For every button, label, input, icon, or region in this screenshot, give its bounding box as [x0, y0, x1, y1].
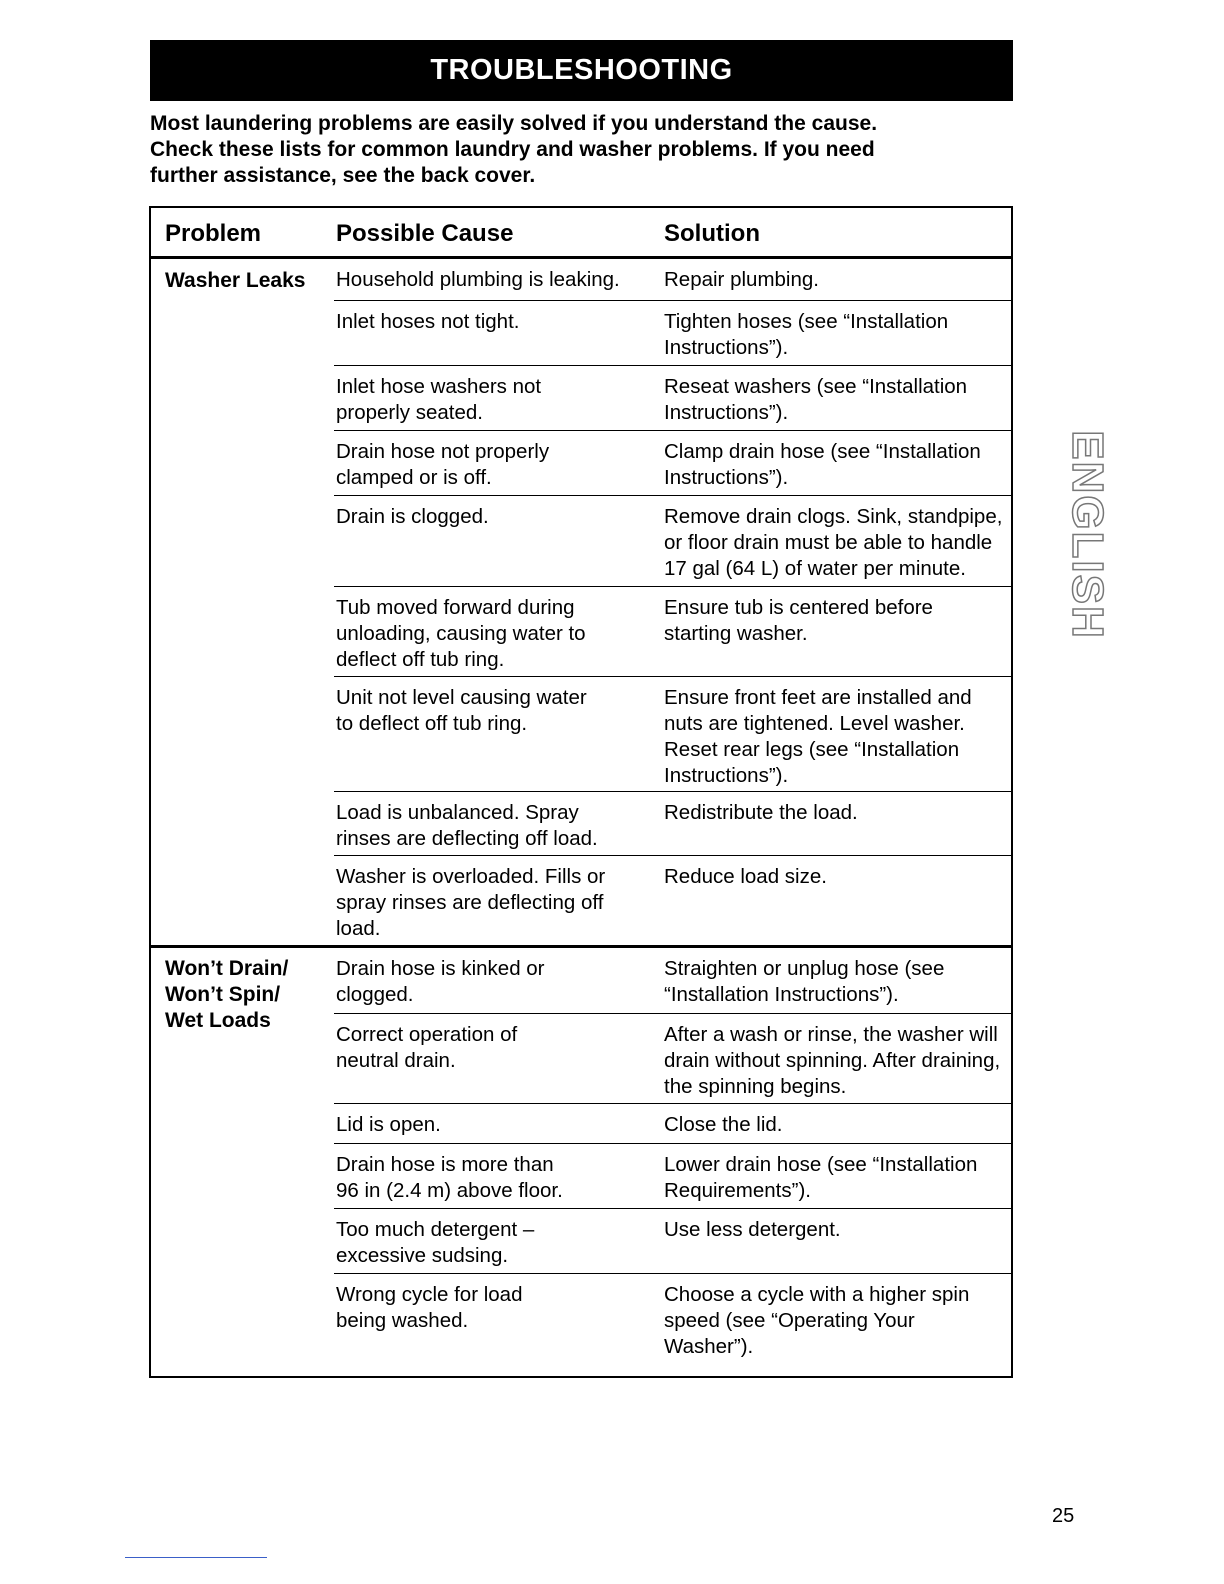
cause-cell: Drain hose not properly clamped or is off. — [336, 440, 550, 489]
problem-group-wont-drain — [151, 945, 1011, 1376]
table-row — [334, 948, 1011, 1014]
table-row — [334, 856, 1011, 945]
solution-cell: Lower drain hose (see “Installation Requirements”). — [664, 1153, 978, 1202]
table-row — [334, 259, 1011, 301]
page-number: 25 — [1052, 1505, 1075, 1527]
table-row — [334, 1104, 1011, 1144]
solution-cell: Reduce load size. — [664, 865, 827, 888]
table-row — [334, 1274, 1011, 1374]
cause-cell: Wrong cycle for load being washed. — [336, 1283, 523, 1332]
footer-rule — [125, 1557, 267, 1558]
page-title-banner — [150, 40, 1013, 101]
header-solution: Solution — [664, 220, 760, 247]
troubleshooting-table — [149, 206, 1013, 1378]
intro-line: Most laundering problems are easily solved if you understand the cause. — [150, 112, 878, 135]
cause-cell: Tub moved forward during unloading, causing water to deflect off tub ring. — [336, 596, 586, 671]
cause-cell: Household plumbing is leaking. — [336, 268, 620, 291]
cause-cell: Inlet hose washers not properly seated. — [336, 375, 542, 424]
table-row — [334, 301, 1011, 366]
cause-cell: Lid is open. — [336, 1113, 441, 1136]
header-possible-cause: Possible Cause — [336, 220, 514, 247]
cause-cell: Unit not level causing water to deflect off tub ring. — [336, 686, 587, 735]
cause-cell: Inlet hoses not tight. — [336, 310, 520, 333]
cause-cell: Too much detergent – excessive sudsing. — [336, 1218, 535, 1267]
header-problem: Problem — [165, 220, 262, 247]
solution-cell: Straighten or unplug hose (see “Installation Instructions”). — [664, 957, 945, 1006]
intro-line: Check these lists for common laundry and washer problems. If you need — [150, 138, 875, 161]
solution-cell: Tighten hoses (see “Installation Instructions”). — [664, 310, 949, 359]
solution-cell: Reseat washers (see “Installation Instructions”). — [664, 375, 968, 424]
solution-cell: Ensure front feet are installed and nuts are tightened. Level washer. Reset rear legs (see “Installation Instructions”). — [664, 686, 972, 787]
problem-label: Won’t Drain/ Won’t Spin/ Wet Loads — [165, 957, 289, 1032]
table-row — [334, 587, 1011, 677]
table-row — [334, 1014, 1011, 1104]
cause-cell: Correct operation of neutral drain. — [336, 1023, 518, 1072]
table-row — [334, 431, 1011, 496]
language-side-tab — [1063, 420, 1113, 650]
solution-cell: Ensure tub is centered before starting washer. — [664, 596, 933, 645]
page-title: TROUBLESHOOTING — [430, 54, 733, 86]
table-row — [334, 366, 1011, 431]
table-row — [334, 677, 1011, 792]
cause-cell: Drain hose is more than 96 in (2.4 m) above floor. — [336, 1153, 563, 1202]
solution-cell: Choose a cycle with a higher spin speed (see “Operating Your Washer”). — [664, 1283, 970, 1358]
table-row — [334, 1144, 1011, 1209]
table-header — [151, 208, 1011, 259]
intro-paragraph — [150, 111, 1010, 189]
cause-cell: Washer is overloaded. Fills or spray rinses are deflecting off load. — [336, 865, 606, 940]
language-label: ENGLISH — [1063, 430, 1113, 640]
cause-cell: Drain hose is kinked or clogged. — [336, 957, 545, 1006]
problem-group-washer-leaks — [151, 259, 1011, 945]
solution-cell: Clamp drain hose (see “Installation Instructions”). — [664, 440, 981, 489]
problem-label: Washer Leaks — [165, 269, 306, 292]
intro-line: further assistance, see the back cover. — [150, 164, 536, 187]
solution-cell: Repair plumbing. — [664, 268, 819, 291]
table-row — [334, 792, 1011, 856]
solution-cell: Close the lid. — [664, 1113, 783, 1136]
cause-cell: Load is unbalanced. Spray rinses are deflecting off load. — [336, 801, 598, 850]
solution-cell: Redistribute the load. — [664, 801, 858, 824]
solution-cell: Use less detergent. — [664, 1218, 841, 1241]
table-row — [334, 496, 1011, 587]
cause-cell: Drain is clogged. — [336, 505, 489, 528]
solution-cell: After a wash or rinse, the washer will drain without spinning. After draining, the spinning begins. — [664, 1023, 1001, 1098]
solution-cell: Remove drain clogs. Sink, standpipe, or floor drain must be able to handle 17 gal (64 L) of water per minute. — [664, 505, 1003, 580]
table-row — [334, 1209, 1011, 1274]
